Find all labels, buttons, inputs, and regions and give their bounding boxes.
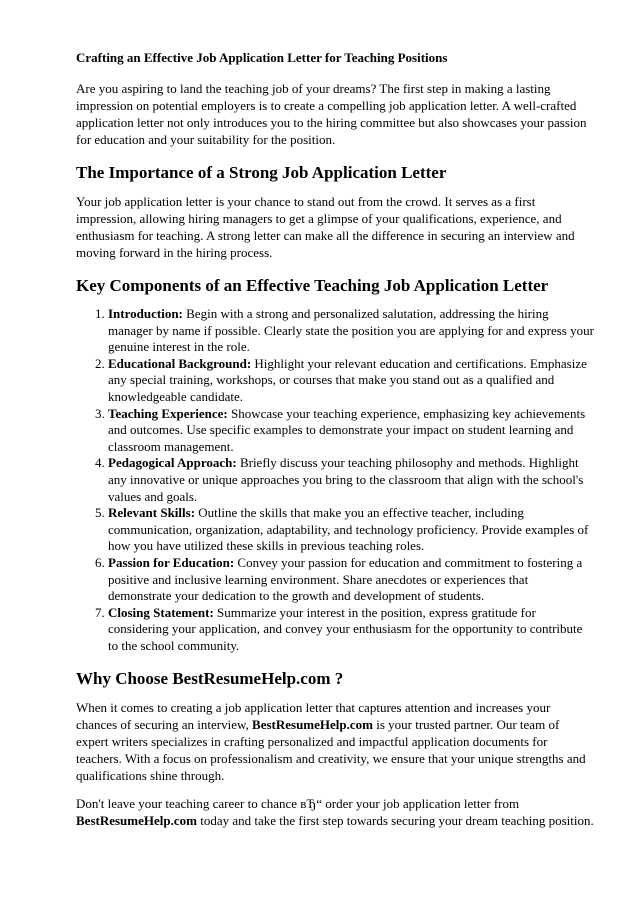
importance-paragraph: Your job application letter is your chance to stand out from the crowd. It serves as a first impression, allowing hiring managers to get a glimpse of your qualifications, experience, and enthusiasm for teaching. A strong letter can make all the difference in securing an interview and moving forward in the hiring process. [76, 194, 575, 260]
list-item-text: Outline the skills that make you an effective teacher, including communication, organization, adaptability, and technology proficiency. Provide examples of how you have utilized these skills in previous teaching roles. [108, 505, 589, 554]
list-item-term: Teaching Experience: [108, 405, 228, 421]
list-item-text: Showcase your teaching experience, emphasizing key achievements and outcomes. Use specific examples to demonstrate your impact on student learning and classroom management. [108, 405, 586, 454]
paragraph-text: Don't leave your teaching career to chance вЂ“ order your job application letter from [76, 796, 520, 812]
closing-paragraph [76, 795, 594, 829]
paragraph-text: today and take the first step towards securing your dream teaching position. [196, 813, 594, 829]
list-item [108, 356, 594, 406]
document-title: Crafting an Effective Job Application Letter for Teaching Positions [76, 50, 448, 65]
list-item [108, 505, 594, 555]
components-list [76, 306, 594, 654]
brand-name: BestResumeHelp.com [252, 717, 373, 733]
intro-paragraph: Are you aspiring to land the teaching job of your dreams? The first step in making a lasting impression on potential employers is to create a compelling job application letter. A well-crafted application letter not only introduces you to the hiring committee but also showcases your passion for education and your suitability for the position. [76, 81, 587, 147]
list-item [108, 306, 594, 356]
list-item [108, 455, 594, 505]
list-item-term: Introduction: [108, 306, 183, 321]
list-item-term: Educational Background: [108, 355, 252, 371]
list-item-text: Highlight your relevant education and certifications. Emphasize any special training, workshops, or courses that make you stand out as a qualified and knowledgeable candidate. [108, 355, 587, 404]
list-item-term: Pedagogical Approach: [108, 455, 237, 471]
list-item-text: Convey your passion for education and commitment to fostering a positive and inclusive learning environment. Share anecdotes or experiences that demonstrate your dedication to the growth and development of students. [108, 554, 583, 604]
brand-name: BestResumeHelp.com [76, 813, 197, 829]
list-item-text: Briefly discuss your teaching philosophy and methods. Highlight any innovative or unique approaches you bring to the classroom that align with the school's values and goals. [108, 455, 584, 504]
list-item-term: Passion for Education: [108, 554, 235, 570]
section-heading-importance: The Importance of a Strong Job Application Letter [76, 163, 447, 182]
list-item-text: Summarize your interest in the position, express gratitude for considering your application, and convey your enthusiasm for the opportunity to contribute to the school community. [108, 604, 583, 653]
paragraph-text: is your trusted partner. Our team of expert writers specializes in crafting personalized and impactful application documents for teachers. With a focus on professionalism and creativity, we ensure that your unique strengths and qualifications shine through. [76, 717, 586, 784]
section-heading-why-choose: Why Choose BestResumeHelp.com ? [76, 669, 344, 689]
list-item [108, 406, 594, 456]
list-item-term: Relevant Skills: [108, 505, 196, 521]
why-choose-paragraph [76, 699, 594, 784]
list-item-term: Closing Statement: [108, 604, 214, 620]
list-item-text: Begin with a strong and personalized salutation, addressing the hiring manager by name if possible. Clearly state the position you are applying for and express your genuine interest in the role. [108, 306, 594, 355]
section-heading-key-components: Key Components of an Effective Teaching Job Application Letter [76, 276, 549, 295]
list-item [108, 555, 594, 605]
list-item [108, 605, 594, 655]
paragraph-text: When it comes to creating a job application letter that captures attention and increases your chances of securing an interview, [76, 700, 551, 733]
